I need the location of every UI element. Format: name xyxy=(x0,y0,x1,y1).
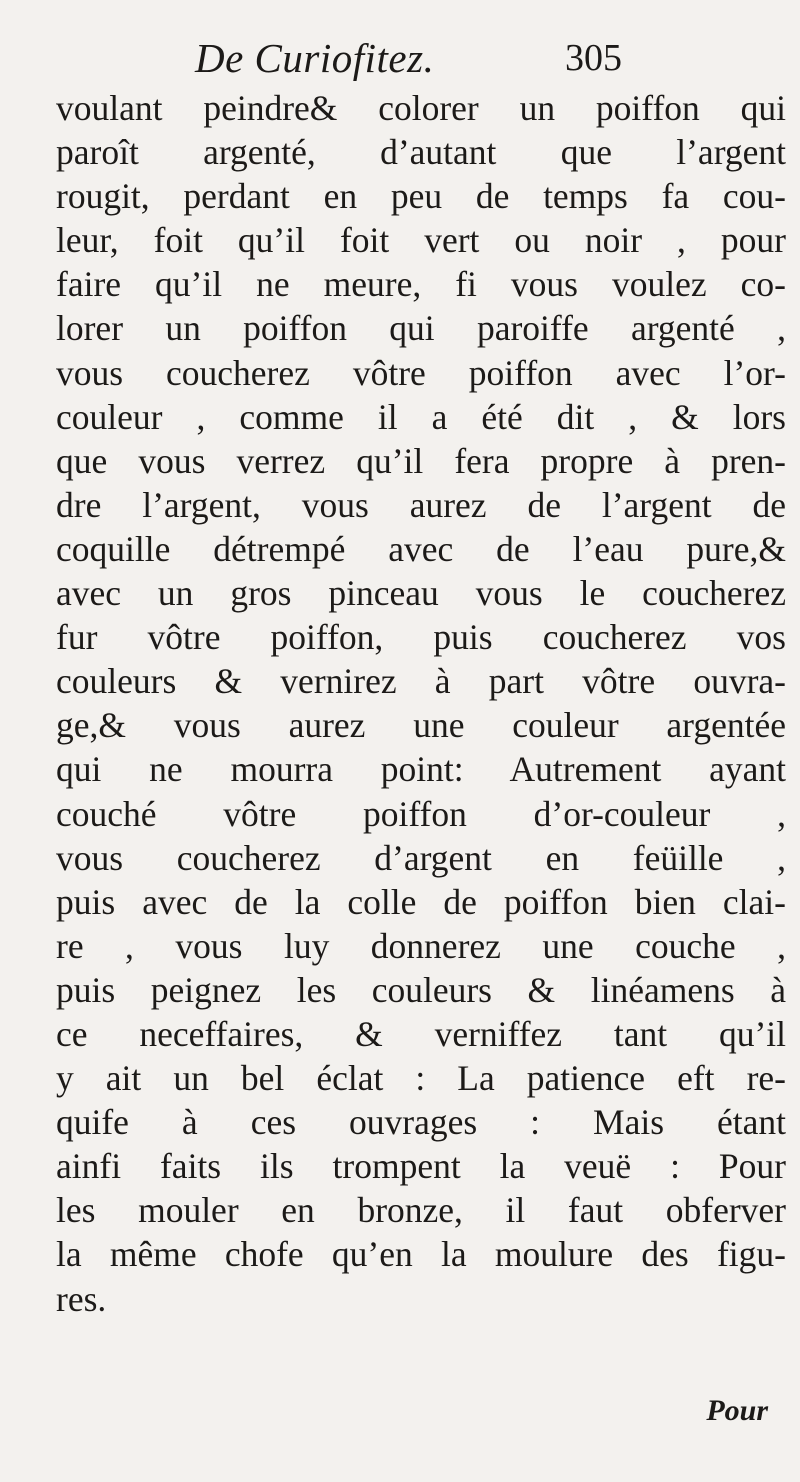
text-line: coquille détrempé avec de l’eau pure,& xyxy=(56,528,786,569)
catchword: Pour xyxy=(706,1394,768,1427)
text-line: couleur , comme il a été dit , & lors xyxy=(56,396,786,437)
running-head-title: De Curiofitez. xyxy=(195,35,435,81)
text-line: avec un gros pinceau vous le coucherez xyxy=(56,573,786,614)
body-text xyxy=(56,86,786,1321)
text-line: quife à ces ouvrages : Mais étant xyxy=(56,1102,786,1143)
text-line: faire qu’il ne meure, fi vous voulez co- xyxy=(56,264,786,305)
text-line: la même chofe qu’en la moulure des figu- xyxy=(56,1234,786,1275)
text-line: paroît argenté, d’autant que l’argent xyxy=(56,132,786,173)
text-line: rougit, perdant en peu de temps fa cou- xyxy=(56,176,786,217)
text-line: les mouler en bronze, il faut obferver xyxy=(56,1190,786,1231)
text-line: leur, foit qu’il foit vert ou noir , pour xyxy=(56,220,786,261)
text-line: ainfi faits ils trompent la veuë : Pour xyxy=(56,1146,786,1187)
text-line: qui ne mourra point: Autrement ayant xyxy=(56,749,786,790)
text-line: que vous verrez qu’il fera propre à pren- xyxy=(56,440,786,481)
page-number: 305 xyxy=(565,37,622,79)
text-line: vous coucherez vôtre poiffon avec l’or- xyxy=(56,352,786,393)
text-line: puis avec de la colle de poiffon bien clai- xyxy=(56,881,786,922)
text-line: res. xyxy=(56,1278,107,1319)
text-line: puis peignez les couleurs & linéamens à xyxy=(56,969,786,1010)
text-line: lorer un poiffon qui paroiffe argenté , xyxy=(56,308,786,349)
text-line: re , vous luy donnerez une couche , xyxy=(56,925,786,966)
text-line: ce neceffaires, & verniffez tant qu’il xyxy=(56,1013,786,1054)
text-line: couché vôtre poiffon d’or-couleur , xyxy=(56,793,786,834)
text-line: y ait un bel éclat : La patience eft re- xyxy=(56,1058,786,1099)
text-line: voulant peindre& colorer un poiffon qui xyxy=(56,88,786,128)
text-line: ge,& vous aurez une couleur argentée xyxy=(56,705,786,746)
text-line: couleurs & vernirez à part vôtre ouvra- xyxy=(56,661,786,702)
text-line: vous coucherez d’argent en feüille , xyxy=(56,837,786,878)
text-line: fur vôtre poiffon, puis coucherez vos xyxy=(56,617,786,658)
text-line: dre l’argent, vous aurez de l’argent de xyxy=(56,484,786,525)
